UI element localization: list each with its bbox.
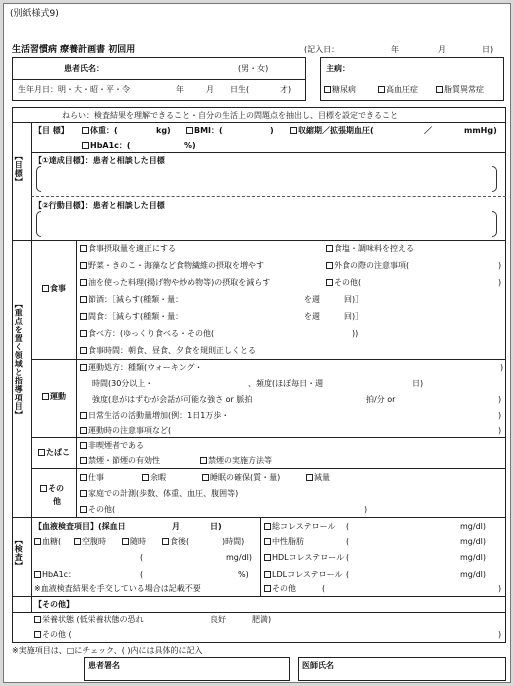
others-misc-field[interactable]: その他 (	[34, 630, 72, 639]
hba1c-goal-field[interactable]: HbA1c：(	[82, 141, 131, 150]
tests-header: 【血液検査項目】(採血日	[34, 522, 126, 531]
diet-item-7[interactable]: 食事時間：朝食、昼食、夕食を規則正しくとる	[80, 346, 256, 355]
bs-fasting[interactable]: 空腹時	[74, 537, 106, 546]
birth-era-field[interactable]: 生年月日：明・大・昭・平・令	[18, 85, 130, 94]
disease-label: 主病：	[326, 64, 350, 73]
other-home-measure[interactable]: 家庭での計測(歩数、体重、血圧、腹囲等)	[80, 489, 238, 498]
other-weight-loss[interactable]: 減量	[306, 473, 330, 482]
record-day: 日)	[482, 45, 494, 54]
patient-name-label: 患者氏名：	[64, 64, 104, 73]
disease-dyslipidemia[interactable]: 脂質異常症	[436, 85, 484, 94]
diet-item-4[interactable]: 節酒：［減らす(種類・量：	[80, 295, 183, 304]
diet-item-6[interactable]: 食べ方：(ゆっくり食べる・その他(	[80, 329, 214, 338]
test-other[interactable]: その他	[264, 584, 296, 593]
exercise-caution[interactable]: 運動時の注意事項など(	[80, 426, 171, 435]
test-total-chol[interactable]: 総コレステロール	[264, 522, 335, 531]
other-work[interactable]: 仕事	[80, 473, 104, 482]
weight-field[interactable]: 体重：(	[82, 126, 118, 135]
aim-text: ねらい：検査結果を理解できること・自分の生活上の問題点を抽出し、目標を設定できること	[62, 111, 398, 120]
record-date-label: (記入日：	[304, 45, 340, 54]
test-hdl[interactable]: HDLコレステロール	[264, 553, 344, 562]
sex-field[interactable]: (男・女)	[238, 64, 269, 73]
goal2-input[interactable]	[44, 215, 488, 233]
other-leisure[interactable]: 余暇	[142, 473, 166, 482]
diet-right-3[interactable]: その他(	[326, 278, 361, 287]
exercise-daily[interactable]: 日常生活の活動量増加(例：1日1万歩・	[80, 411, 229, 420]
nutrition-field[interactable]: 栄養状態 (低栄養状態の恐れ	[34, 615, 144, 624]
diet-right-2[interactable]: 外食の際の注意事項(	[326, 261, 409, 270]
test-tg[interactable]: 中性脂肪	[264, 537, 304, 546]
other-misc[interactable]: その他(	[80, 505, 115, 514]
form-id: (別紙様式9)	[10, 9, 59, 19]
tests-side-label: 【検査】	[14, 536, 24, 570]
test-ldl[interactable]: LDLコレステロール	[264, 570, 343, 579]
others-label: 【その他】	[34, 600, 74, 609]
footer-note: ※実施項目は、□にチェック、( )内には具体的に記入	[12, 646, 203, 655]
exercise-label[interactable]: 運動	[32, 392, 76, 401]
other-label[interactable]: その 他	[40, 482, 64, 508]
patient-signature-label: 患者署名	[88, 661, 120, 670]
exercise-rx[interactable]: 運動処方：種類(ウォーキング・	[80, 363, 203, 372]
bs-postprandial[interactable]: 食後(	[162, 537, 189, 546]
diet-label[interactable]: 食事	[32, 284, 76, 293]
focus-side-label: 【重点を置く領域と指導項目】	[14, 300, 24, 419]
tests-note: ※血液検査結果を手交している場合は記載不要	[34, 584, 201, 593]
diet-item-5[interactable]: 間食：［減らす(種類・量：	[80, 312, 183, 321]
bmi-field[interactable]: BMI：(	[186, 126, 223, 135]
checkbox[interactable]	[378, 86, 385, 93]
diet-item-2[interactable]: 野菜・きのこ・海藻など食物繊維の摂取を増やす	[80, 261, 264, 270]
diet-item-1[interactable]: 食事摂取量を適正にする	[80, 244, 176, 253]
diet-item-3[interactable]: 油を使った料理(揚げ物や炒め物等)の摂取を減らす	[80, 278, 270, 287]
goal1-input[interactable]	[44, 170, 488, 188]
care-plan-form: (別紙様式9) 生活習慣病 療養計画書 初回用 (記入日： 年 月 日) 患者氏名： (男・女) 生年月日：明・大・昭・平・令 年 月 日生( 才) 主病： 糖尿病 高血圧症 脂質異常症 ねらい：検査結果を理解できること・自分の生活上の問題点を抽出し、目標を設定できること 【目標】 【目 標】 体重：( kg) BMI：( ) 収縮期／拡張期血圧( ／ mmHg) HbA1c：( %) 【①達成目標】：患者と相談した目標 【②行動目標】：患者と相談した目標 【重点を置く領域と指導項目】 食事 食事摂取量を適正にする 野菜・きのこ・海藻など食物繊維の摂取を増やす 油を使った料理(揚げ物や炒め物等)の摂取を減らす 節酒：［減らす(種類・量： を週 回)］ 間食：［減らす(種類・量： を週 回)］ 食べ方：(ゆっくり食べる・その他( )) 食事時間：朝食、昼食、夕食を規則正しくとる 食塩・調味料を控える 外食の際の注意事項( ) その他( ) 運動 運動処方：種類(ウォーキング・ ) 時間(30分以上・ 、頻度(ほぼ毎日・週 日) 強度(息がはずむが会話が可能な強さ or 脈拍 拍/分 or ) 日常生活の活動量増加(例：1日1万歩・ ) 運動時の注意事項など( ) たばこ 非喫煙者である 禁煙・節煙の有効性 禁煙の実施方法等 その 他 仕事 余暇 睡眠の確保(質・量) 減量 家庭での計測(歩数、体重、血圧、腹囲等) その他( ) 【検査】 【血液検査項目】(採血日 月 日) 血糖( 空腹時 随時 食後( )時間) ( mg/dl) HbA1c： ( %) ※血液検査結果を手交している場合は記載不要 総コレステロール ( mg/dl) 中性脂肪 ( mg/dl) HDLコレステロール ( mg/dl) LDLコレステロール ( mg/dl) その他 ( ) 【その他】 栄養状態 (低栄養状態の恐れ 良好 肥満) その他 ( ) ※実施項目は、□にチェック、( )内には具体的に記入 患者署名 医師氏名	[3, 3, 511, 683]
goals-side-label: 【目標】	[14, 152, 24, 186]
record-month: 月	[438, 45, 446, 54]
goal1-label: 【①達成目標】：患者と相談した目標	[34, 156, 165, 165]
page-title: 生活習慣病 療養計画書 初回用	[12, 45, 136, 55]
doctor-name-label: 医師氏名	[302, 661, 334, 670]
bs-random[interactable]: 随時	[122, 537, 146, 546]
goal2-label: 【②行動目標】：患者と相談した目標	[34, 201, 165, 210]
tobacco-label[interactable]: たばこ	[32, 448, 76, 457]
tobacco-item-3[interactable]: 禁煙の実施方法等	[200, 456, 272, 465]
diet-right-1[interactable]: 食塩・調味料を控える	[326, 244, 414, 253]
hba1c-test[interactable]: HbA1c：	[34, 570, 76, 579]
record-year: 年	[391, 45, 399, 54]
tobacco-item-1[interactable]: 非喫煙者である	[80, 441, 144, 450]
tobacco-item-2[interactable]: 禁煙・節煙の有効性	[80, 456, 160, 465]
other-sleep[interactable]: 睡眠の確保(質・量)	[202, 473, 280, 482]
blood-sugar[interactable]: 血糖(	[34, 537, 61, 546]
checkbox[interactable]	[324, 86, 331, 93]
bp-field[interactable]: 収縮期／拡張期血圧(	[290, 126, 374, 135]
disease-hypertension[interactable]: 高血圧症	[378, 85, 418, 94]
disease-diabetes[interactable]: 糖尿病	[324, 85, 356, 94]
checkbox[interactable]	[436, 86, 443, 93]
